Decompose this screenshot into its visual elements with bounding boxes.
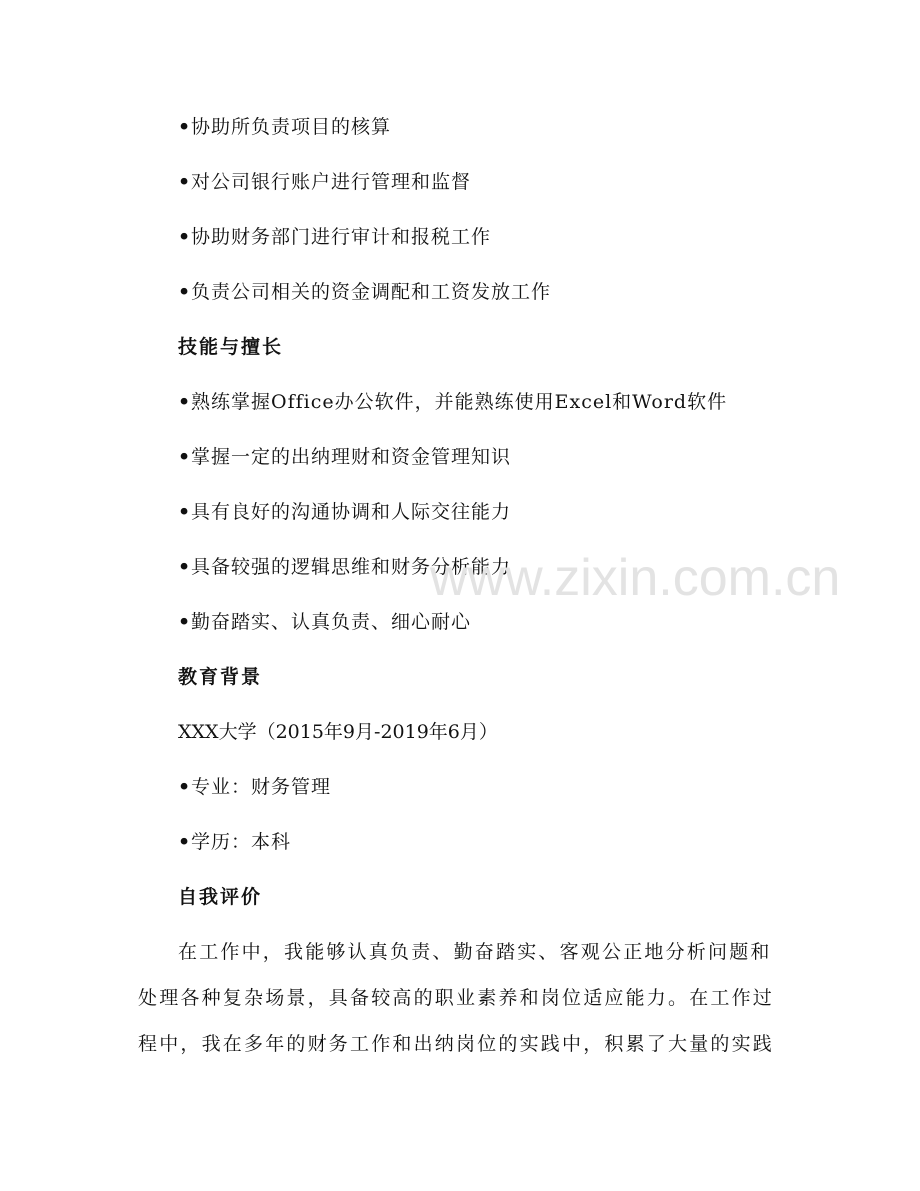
bullet: •: [178, 501, 192, 523]
bullet: •: [178, 611, 192, 633]
duty-item-3: [178, 223, 491, 251]
education-school-line: XXX大学（2015年9月-2019年6月）: [178, 721, 498, 743]
skill-item-4: [178, 553, 511, 581]
duty-item-1: [178, 113, 391, 141]
watermark: www.zixin.com.cn: [430, 549, 841, 607]
bullet: •: [178, 556, 192, 578]
education-heading: 教育背景: [178, 666, 263, 688]
bullet: •: [178, 226, 192, 248]
bullet: •: [178, 171, 192, 193]
duty-item-text: 协助财务部门进行审计和报税工作: [191, 226, 492, 248]
skill-item-3: [178, 498, 511, 526]
self-evaluation-line-1: 在工作中，我能够认真负责、勤奋踏实、客观公正地分析问题和: [178, 941, 772, 963]
bullet: •: [178, 776, 192, 798]
self-evaluation-line-3: 程中，我在多年的财务工作和出纳岗位的实践中，积累了大量的实践: [138, 1033, 775, 1055]
duty-item-text: 负责公司相关的资金调配和工资发放工作: [191, 281, 552, 303]
duty-item-text: 协助所负责项目的核算: [191, 116, 392, 138]
skill-item-1: [178, 388, 727, 416]
self-evaluation-heading: 自我评价: [178, 886, 263, 908]
duty-item-text: 对公司银行账户进行管理和监督: [191, 171, 472, 193]
education-item-text: 学历：本科: [191, 831, 292, 853]
skill-item-text: 具备较强的逻辑思维和财务分析能力: [191, 556, 512, 578]
duty-item-2: [178, 168, 471, 196]
self-evaluation-line-2: 处理各种复杂场景，具备较高的职业素养和岗位适应能力。在工作过: [138, 987, 775, 1009]
bullet: •: [178, 391, 192, 413]
duty-item-4: [178, 278, 551, 306]
skill-item-text: 掌握一定的出纳理财和资金管理知识: [191, 446, 512, 468]
skill-item-2: [178, 443, 511, 471]
education-item-2: [178, 828, 291, 856]
education-item-text: 专业：财务管理: [191, 776, 332, 798]
skill-item-text: 熟练掌握Office办公软件，并能熟练使用Excel和Word软件: [191, 391, 728, 413]
bullet: •: [178, 116, 192, 138]
bullet: •: [178, 281, 192, 303]
skills-heading: 技能与擅长: [178, 336, 284, 358]
bullet: •: [178, 446, 192, 468]
skill-item-5: [178, 608, 471, 636]
skill-item-text: 具有良好的沟通协调和人际交往能力: [191, 501, 512, 523]
skill-item-text: 勤奋踏实、认真负责、细心耐心: [191, 611, 472, 633]
bullet: •: [178, 831, 192, 853]
education-item-1: [178, 773, 331, 801]
